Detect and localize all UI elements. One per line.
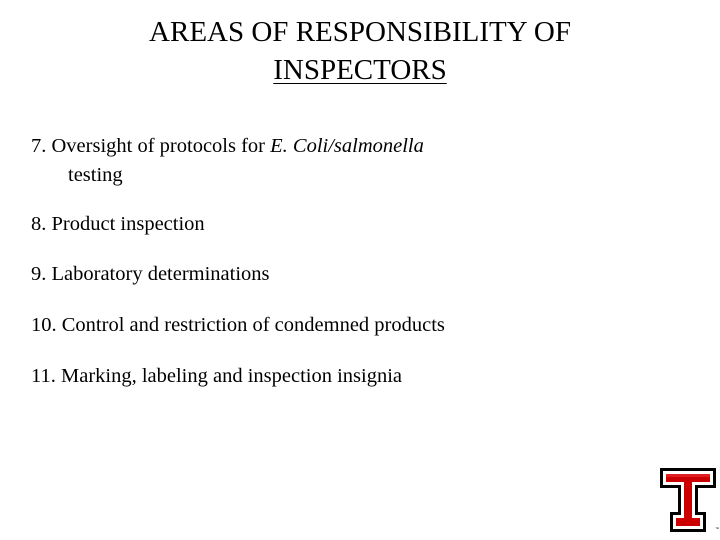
title-line-1: AREAS OF RESPONSIBILITY OF xyxy=(149,16,571,48)
title-line-2: INSPECTORS xyxy=(273,54,447,86)
title-line-2-wrapper xyxy=(0,51,720,89)
double-t-logo-icon xyxy=(658,466,718,534)
list-item-italic-text: E. Coli/salmonella xyxy=(270,135,424,157)
list-item xyxy=(31,132,424,190)
list-item xyxy=(31,311,445,340)
list-item xyxy=(31,362,402,391)
list-item-text: 10. Control and restriction of condemned products xyxy=(31,314,445,336)
slide-title xyxy=(0,13,720,89)
trademark-mark: ™ xyxy=(715,526,719,531)
list-item xyxy=(31,210,205,239)
list-item-text: 11. Marking, labeling and inspection insignia xyxy=(31,365,403,387)
list-item xyxy=(31,260,270,289)
list-item-continuation: testing xyxy=(68,164,123,186)
list-item-text: 8. Product inspection xyxy=(31,213,205,235)
list-item-text: 7. Oversight of protocols for xyxy=(31,135,271,157)
list-item-text: 9. Laboratory determinations xyxy=(31,263,270,285)
